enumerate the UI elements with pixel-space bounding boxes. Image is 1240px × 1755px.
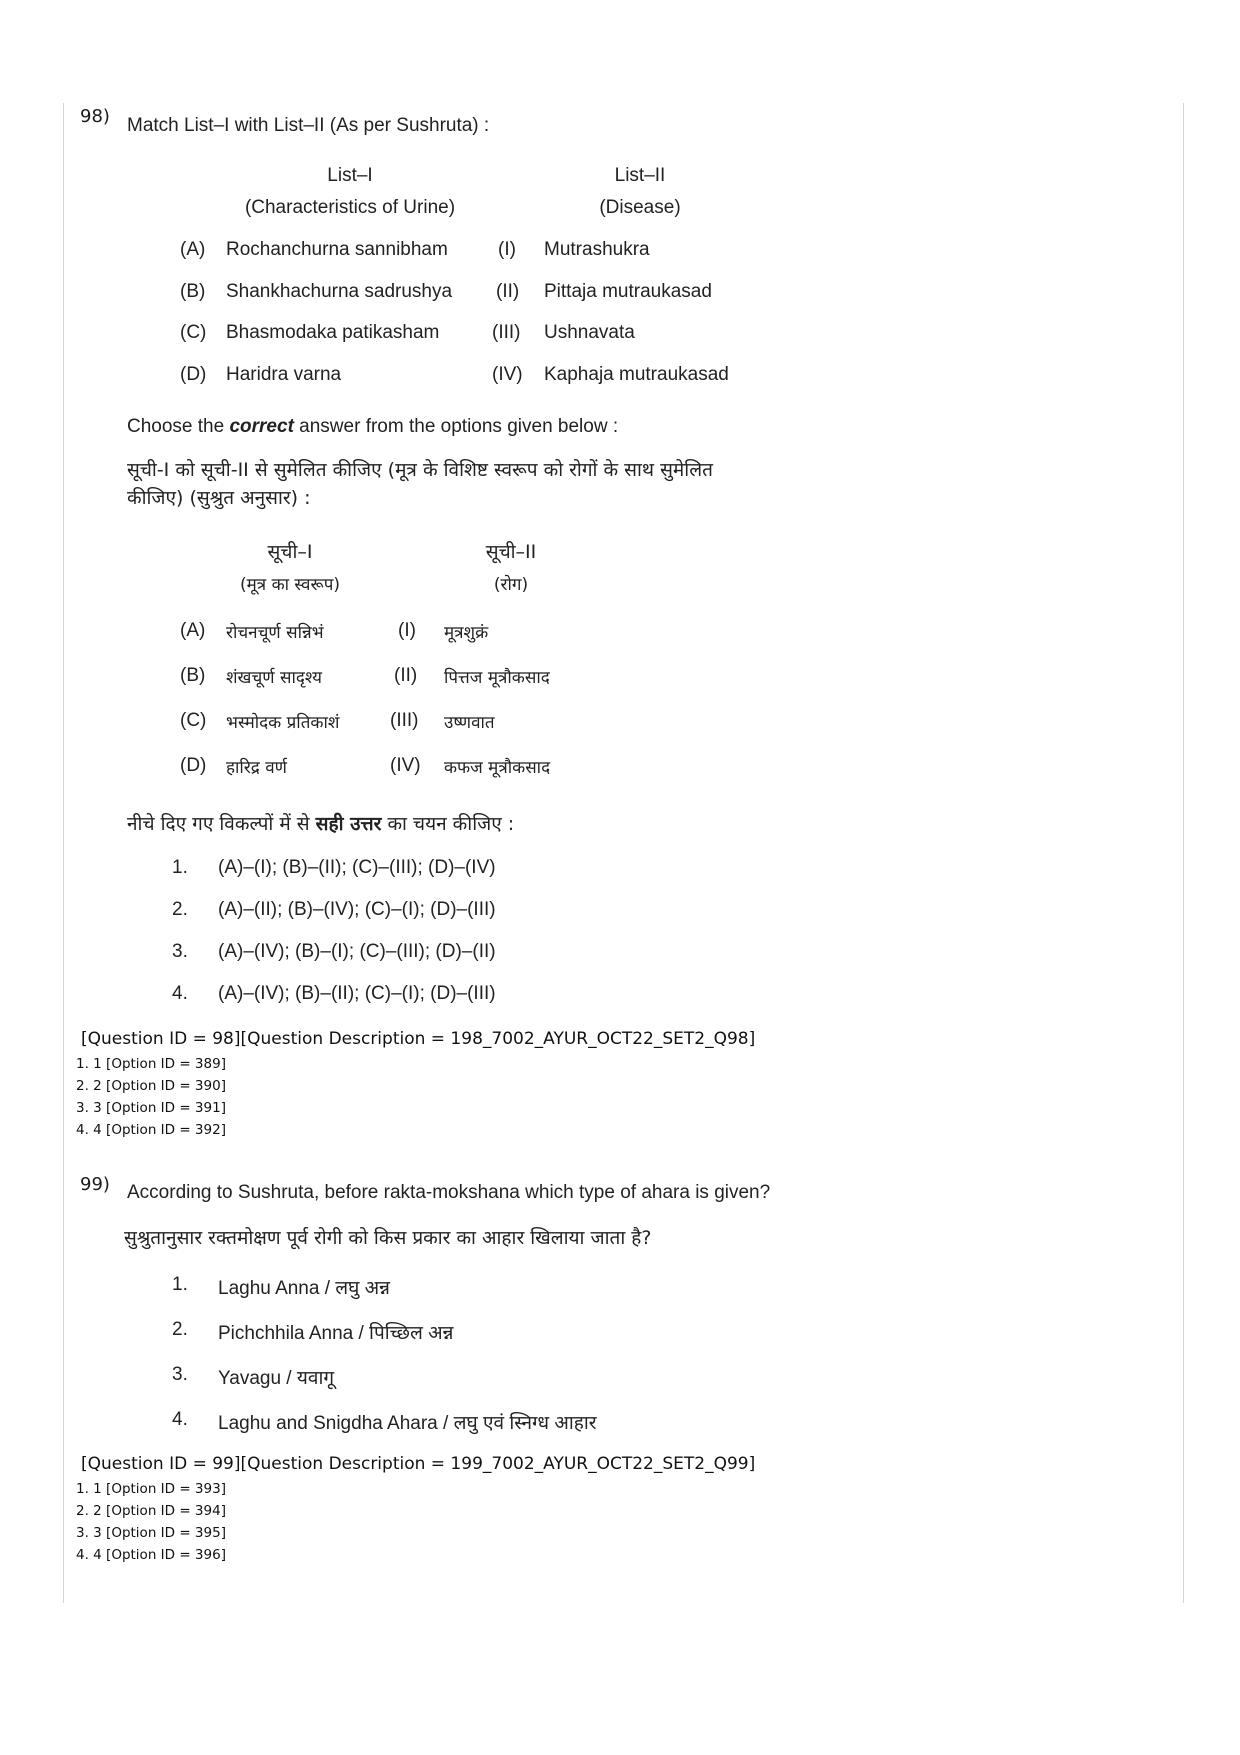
question-text-hi: सुश्रुतानुसार रक्तमोक्षण पूर्व रोगी को किस प्रकार का आहार खिलाया जाता है? [124,1227,652,1249]
row-numeral: (III) [390,710,419,731]
option-number: 2. [172,899,188,920]
row-item-b: Pittaja mutraukasad [544,281,712,302]
option-number: 4. [172,1409,188,1430]
row-letter: (A) [180,620,206,641]
choose-text-pre: Choose the [127,416,230,437]
row-numeral: (II) [394,665,418,686]
option-number: 3. [172,941,188,962]
row-letter: (B) [180,665,206,686]
question-number: 99) [80,1174,110,1195]
row-numeral: (I) [398,620,416,641]
option-id-line: 1. 1 [Option ID = 393] [76,1481,226,1497]
choose-hi-emphasis: सही उत्तर [315,813,382,835]
hi-list2-subheading: (रोग) [493,575,529,595]
option-id-line: 4. 4 [Option ID = 392] [76,1122,226,1138]
choose-hi-pre: नीचे दिए गए विकल्पों में से [127,813,316,835]
choose-hi-post: का चयन कीजिए : [381,813,515,835]
choose-instruction-hi [127,810,514,836]
list1-heading: List–I [327,165,373,186]
right-margin-rule [1183,103,1184,1603]
row-letter: (D) [180,364,207,385]
option-id-line: 1. 1 [Option ID = 389] [76,1056,226,1072]
list2-heading: List–II [614,165,666,186]
option-id-line: 3. 3 [Option ID = 395] [76,1525,226,1541]
option-text: Laghu Anna / लघु अन्न [218,1278,391,1299]
row-letter: (C) [180,322,207,343]
option-text: Pichchhila Anna / पिच्छिल अन्न [218,1323,454,1344]
row-item-a: Haridra varna [226,364,342,385]
row-item-b: कफज मूत्रौकसाद [444,758,551,778]
row-item-a: Bhasmodaka patikasham [226,322,440,343]
option-text: Yavagu / यवागू [218,1368,335,1389]
question-text-en: Match List–I with List–II (As per Sushruta) : [127,115,490,136]
row-item-a: हारिद्र वर्ण [226,758,287,778]
hi-list1-heading: सूची–I [267,541,313,563]
option-id-line: 4. 4 [Option ID = 396] [76,1547,226,1563]
row-item-a: शंखचूर्ण सादृश्य [226,668,322,688]
option-text: Laghu and Snigdha Ahara / लघु एवं स्निग्ध आहार [218,1413,597,1434]
option-number: 3. [172,1364,188,1385]
left-margin-rule [63,103,64,1603]
question-meta: [Question ID = 99][Question Description = 199_7002_AYUR_OCT22_SET2_Q99] [81,1454,756,1474]
row-item-a: Shankhachurna sadrushya [226,281,453,302]
option-text: (A)–(IV); (B)–(II); (C)–(I); (D)–(III) [218,983,496,1004]
row-numeral: (III) [492,322,521,343]
option-number: 4. [172,983,188,1004]
option-id-line: 3. 3 [Option ID = 391] [76,1100,226,1116]
hi-list2-heading: सूची–II [485,541,537,563]
question-text-en: According to Sushruta, before rakta-mokshana which type of ahara is given? [127,1182,771,1203]
row-item-b: Kaphaja mutraukasad [544,364,729,385]
row-item-a: रोचनचूर्ण सन्निभं [226,623,324,643]
question-meta: [Question ID = 98][Question Description = 198_7002_AYUR_OCT22_SET2_Q98] [81,1029,756,1049]
list2-subheading: (Disease) [599,197,681,218]
row-item-b: पित्तज मूत्रौकसाद [444,668,550,688]
option-text: (A)–(IV); (B)–(I); (C)–(III); (D)–(II) [218,941,496,962]
option-text: (A)–(I); (B)–(II); (C)–(III); (D)–(IV) [218,857,496,878]
row-item-a: भस्मोदक प्रतिकाशं [226,713,340,733]
row-item-a: Rochanchurna sannibham [226,239,448,260]
choose-instruction-en [127,416,618,438]
question-text-hi-line1: सूची-I को सूची-II से सुमेलित कीजिए (मूत्र के विशिष्ट स्वरूप को रोगों के साथ सुमेलित [127,459,713,481]
list1-subheading: (Characteristics of Urine) [244,197,456,218]
row-numeral: (II) [496,281,520,302]
row-letter: (D) [180,755,207,776]
option-number: 1. [172,1274,188,1295]
option-id-line: 2. 2 [Option ID = 390] [76,1078,226,1094]
question-number: 98) [80,106,110,127]
row-letter: (A) [180,239,206,260]
row-letter: (B) [180,281,206,302]
row-letter: (C) [180,710,207,731]
choose-text-emphasis: correct [229,416,294,437]
row-item-b: Mutrashukra [544,239,650,260]
row-item-b: मूत्रशुक्रं [444,623,489,643]
option-number: 2. [172,1319,188,1340]
row-item-b: Ushnavata [544,322,635,343]
row-numeral: (IV) [390,755,421,776]
row-numeral: (IV) [492,364,523,385]
row-item-b: उष्णवात [444,713,495,733]
row-numeral: (I) [498,239,516,260]
choose-text-post: answer from the options given below : [293,416,619,437]
option-id-line: 2. 2 [Option ID = 394] [76,1503,226,1519]
question-text-hi-line2: कीजिए) (सुश्रुत अनुसार) : [127,487,311,509]
hi-list1-subheading: (मूत्र का स्वरूप) [239,575,340,595]
option-number: 1. [172,857,188,878]
option-text: (A)–(II); (B)–(IV); (C)–(I); (D)–(III) [218,899,496,920]
